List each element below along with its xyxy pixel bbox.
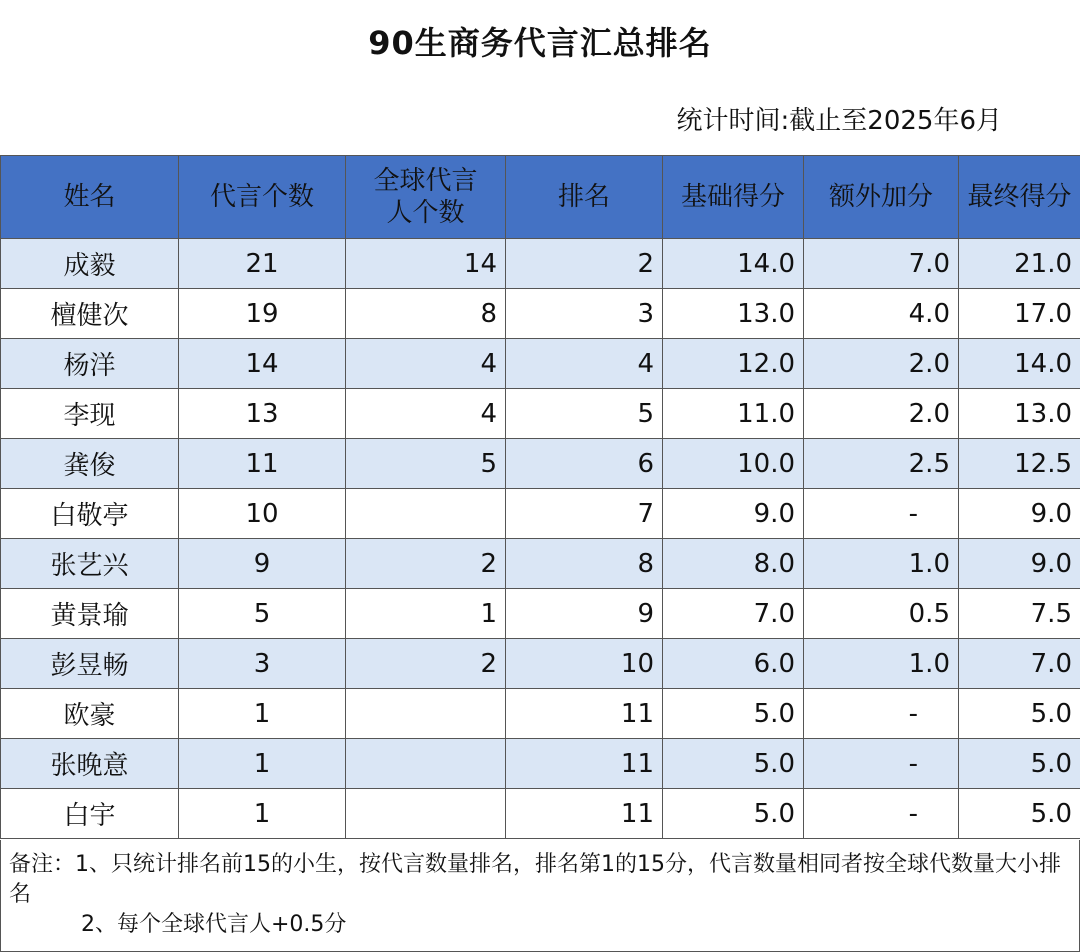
cell-count: 5 [179,589,346,639]
cell-extra: 4.0 [804,289,959,339]
cell-global: 4 [346,339,506,389]
table-row [1,239,1080,289]
cell-base: 9.0 [663,489,804,539]
cell-rank: 2 [506,239,663,289]
cell-extra: 1.0 [804,639,959,689]
table-row [1,389,1080,439]
note-line-2: 2、每个全球代言人+0.5分 [81,912,347,937]
note-line-1: 备注：1、只统计排名前15的小生，按代言数量排名，排名第1的15分，代言数量相同者按全球代数量大小排名 [9,852,1061,907]
cell-count: 3 [179,639,346,689]
table-row [1,589,1080,639]
cell-name: 黄景瑜 [1,589,179,639]
cell-rank: 11 [506,789,663,839]
cell-count: 19 [179,289,346,339]
cell-extra: 1.0 [804,539,959,589]
cell-name: 张晚意 [1,739,179,789]
cell-rank: 5 [506,389,663,439]
ranking-table [0,155,1080,839]
stat-time-label: 统计时间:截止至2025年6月 [676,106,1002,136]
cell-name: 龚俊 [1,439,179,489]
cell-final: 5.0 [959,739,1080,789]
cell-rank: 3 [506,289,663,339]
cell-extra: 2.0 [804,389,959,439]
table-row [1,689,1080,739]
cell-count: 14 [179,339,346,389]
table-row [1,339,1080,389]
cell-extra: - [804,789,959,839]
header-name: 姓名 [1,156,179,239]
cell-final: 9.0 [959,539,1080,589]
cell-name: 欧豪 [1,689,179,739]
table-row [1,639,1080,689]
cell-final: 12.5 [959,439,1080,489]
cell-name: 李现 [1,389,179,439]
cell-final: 21.0 [959,239,1080,289]
cell-final: 7.5 [959,589,1080,639]
cell-final: 7.0 [959,639,1080,689]
header-final: 最终得分 [959,156,1080,239]
cell-base: 7.0 [663,589,804,639]
cell-name: 白敬亭 [1,489,179,539]
header-base: 基础得分 [663,156,804,239]
cell-base: 6.0 [663,639,804,689]
cell-global [346,689,506,739]
cell-final: 17.0 [959,289,1080,339]
cell-final: 14.0 [959,339,1080,389]
cell-rank: 8 [506,539,663,589]
cell-count: 11 [179,439,346,489]
cell-count: 1 [179,789,346,839]
cell-base: 5.0 [663,689,804,739]
header-extra: 额外加分 [804,156,959,239]
cell-final: 5.0 [959,689,1080,739]
cell-global: 8 [346,289,506,339]
table-header-row [1,156,1080,239]
page-title: 90生商务代言汇总排名 [368,24,712,62]
cell-global: 5 [346,439,506,489]
cell-global [346,739,506,789]
cell-final: 5.0 [959,789,1080,839]
cell-count: 21 [179,239,346,289]
cell-rank: 10 [506,639,663,689]
cell-base: 14.0 [663,239,804,289]
cell-global: 1 [346,589,506,639]
cell-final: 9.0 [959,489,1080,539]
cell-rank: 4 [506,339,663,389]
cell-global: 2 [346,539,506,589]
table-row [1,289,1080,339]
cell-base: 10.0 [663,439,804,489]
header-global: 全球代言人个数 [346,156,506,239]
cell-base: 8.0 [663,539,804,589]
header-rank: 排名 [506,156,663,239]
cell-extra: 2.0 [804,339,959,389]
cell-rank: 7 [506,489,663,539]
cell-base: 12.0 [663,339,804,389]
cell-count: 13 [179,389,346,439]
cell-extra: 0.5 [804,589,959,639]
cell-global [346,489,506,539]
cell-extra: - [804,739,959,789]
cell-count: 1 [179,689,346,739]
cell-name: 张艺兴 [1,539,179,589]
table-row [1,489,1080,539]
cell-extra: - [804,489,959,539]
table-row [1,439,1080,489]
cell-name: 成毅 [1,239,179,289]
table-row [1,539,1080,589]
cell-base: 5.0 [663,739,804,789]
cell-count: 9 [179,539,346,589]
cell-count: 1 [179,739,346,789]
cell-base: 5.0 [663,789,804,839]
cell-base: 11.0 [663,389,804,439]
cell-rank: 6 [506,439,663,489]
cell-global: 2 [346,639,506,689]
notes [0,840,1080,952]
cell-global [346,789,506,839]
cell-name: 杨洋 [1,339,179,389]
cell-name: 檀健次 [1,289,179,339]
cell-count: 10 [179,489,346,539]
table-row [1,739,1080,789]
cell-rank: 11 [506,739,663,789]
table-row [1,789,1080,839]
header-count: 代言个数 [179,156,346,239]
cell-rank: 9 [506,589,663,639]
cell-name: 彭昱畅 [1,639,179,689]
cell-extra: - [804,689,959,739]
cell-extra: 7.0 [804,239,959,289]
cell-global: 4 [346,389,506,439]
cell-global: 14 [346,239,506,289]
cell-rank: 11 [506,689,663,739]
cell-name: 白宇 [1,789,179,839]
cell-base: 13.0 [663,289,804,339]
cell-final: 13.0 [959,389,1080,439]
cell-extra: 2.5 [804,439,959,489]
